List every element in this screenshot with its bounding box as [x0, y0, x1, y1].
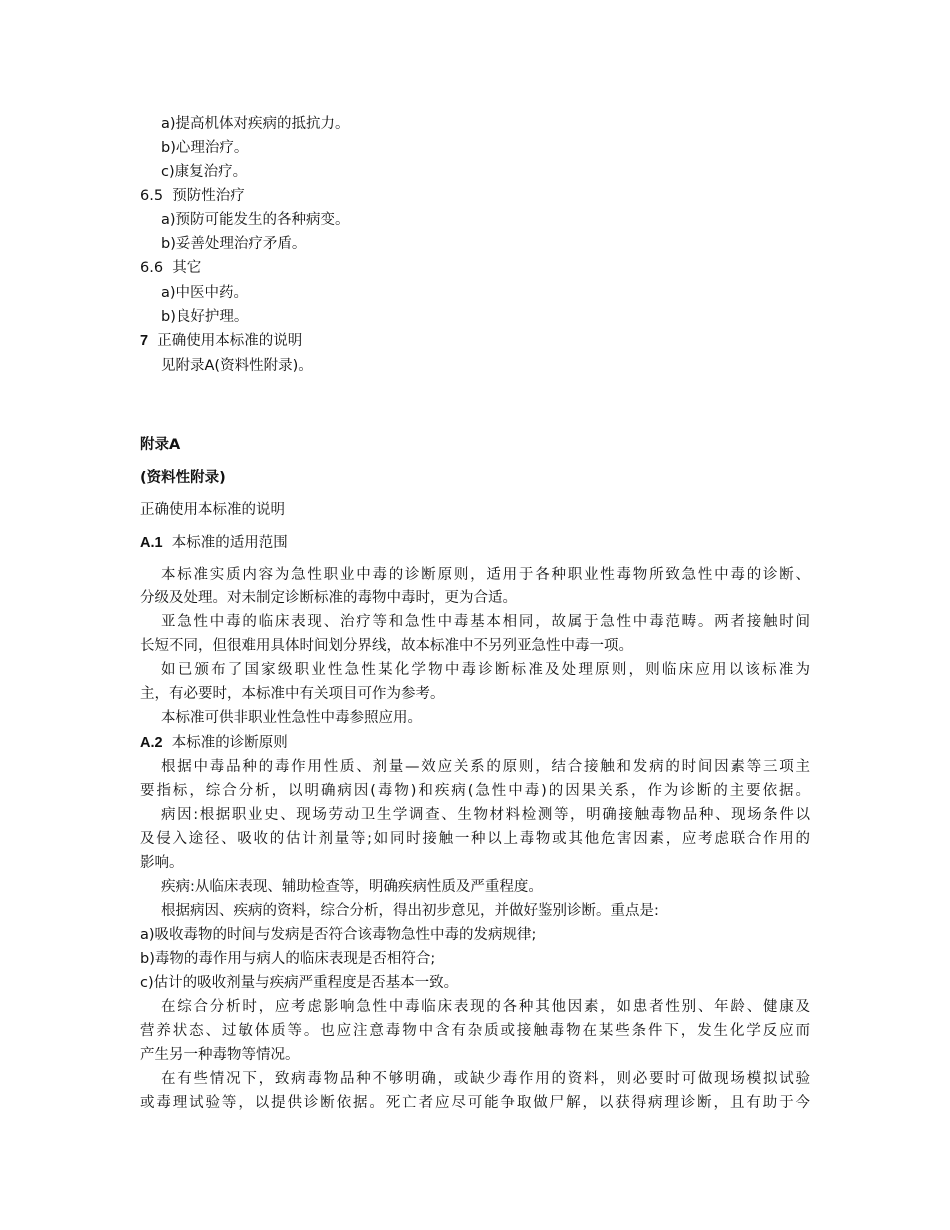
list-item: b)心理治疗。 [161, 140, 249, 156]
appendix-title: 附录A [140, 437, 181, 453]
section-title: 本标准的适用范围 [171, 535, 288, 551]
list-item: a)预防可能发生的各种病变。 [161, 212, 350, 228]
list-item: c)康复治疗。 [161, 164, 248, 180]
section-title: 本标准的诊断原则 [171, 735, 288, 751]
section-number: A.1 [140, 535, 163, 551]
section-number: 6.5 [140, 188, 164, 204]
paragraph-line: 亚急性中毒的临床表现、治疗等和急性中毒基本相同，故属于急性中毒范畴。两者接触时间 [161, 614, 810, 630]
paragraph-line: 及侵入途径、吸收的估计剂量等;如同时接触一种以上毒物或其他危害因素，应考虑联合作用的 [140, 831, 810, 847]
paragraph-line: a)吸收毒物的时间与发病是否符合该毒物急性中毒的发病规律; [140, 927, 537, 943]
paragraph-line: 本标准可供非职业性急性中毒参照应用。 [161, 710, 422, 726]
paragraph-line: 疾病:从临床表现、辅助检查等，明确疾病性质及严重程度。 [161, 879, 543, 895]
paragraph-line: 根据中毒品种的毒作用性质、剂量—效应关系的原则，结合接触和发病的时间因素等三项主 [161, 759, 810, 775]
paragraph-line: 影响。 [140, 855, 184, 871]
paragraph-line: 如已颁布了国家级职业性急性某化学物中毒诊断标准及处理原则，则临床应用以该标准为 [161, 662, 810, 678]
paragraph-line: 本标准实质内容为急性职业中毒的诊断原则，适用于各种职业性毒物所致急性中毒的诊断、 [161, 567, 810, 583]
list-item: b)妥善处理治疗矛盾。 [161, 236, 307, 252]
paragraph-line: 根据病因、疾病的资料，综合分析，得出初步意见，并做好鉴别诊断。重点是: [161, 903, 659, 919]
appendix-subtitle: (资料性附录) [140, 470, 226, 486]
section-number: A.2 [140, 735, 163, 751]
paragraph-line: 产生另一种毒物等情况。 [140, 1047, 300, 1063]
appendix-heading: 正确使用本标准的说明 [140, 502, 285, 518]
paragraph-line: 分级及处理。对未制定诊断标准的毒物中毒时，更为合适。 [140, 590, 517, 606]
list-item: a)提高机体对疾病的抵抗力。 [161, 116, 350, 132]
paragraph-line: 在有些情况下，致病毒物品种不够明确，或缺少毒作用的资料，则必要时可做现场模拟试验 [161, 1071, 810, 1087]
section-heading-6-5 [140, 187, 245, 205]
section-number: 7 [140, 333, 149, 349]
paragraph-line: 或毒理试验等，以提供诊断依据。死亡者应尽可能争取做尸解，以获得病理诊断，且有助于今 [140, 1095, 810, 1111]
list-item: b)良好护理。 [161, 309, 249, 325]
paragraph-line: 营养状态、过敏体质等。也应注意毒物中含有杂质或接触毒物在某些条件下，发生化学反应而 [140, 1023, 810, 1039]
paragraph-line: 要指标，综合分析，以明确病因(毒物)和疾病(急性中毒)的因果关系，作为诊断的主要依据。 [140, 783, 810, 799]
section-heading-a1 [140, 534, 288, 552]
list-item: a)中医中药。 [161, 285, 249, 301]
section-title: 正确使用本标准的说明 [157, 333, 303, 349]
paragraph-line: 长短不同，但很难用具体时间划分界线，故本标准中不另列亚急性中毒一项。 [140, 638, 633, 654]
section-number: 6.6 [140, 260, 164, 276]
section-heading-6-6 [140, 259, 201, 277]
paragraph-line: 病因:根据职业史、现场劳动卫生学调查、生物材料检测等，明确接触毒物品种、现场条件以 [161, 807, 810, 823]
paragraph-line: c)估计的吸收剂量与疾病严重程度是否基本一致。 [140, 975, 459, 991]
paragraph-line: 主，有必要时，本标准中有关项目可作为参考。 [140, 686, 445, 702]
section-heading-a2 [140, 734, 288, 752]
paragraph-line: b)毒物的毒作用与病人的临床表现是否相符合; [140, 951, 436, 967]
section-title: 其它 [172, 260, 202, 276]
section-title: 预防性治疗 [172, 188, 245, 204]
paragraph-line: 见附录A(资料性附录)。 [161, 358, 313, 374]
section-heading-7 [140, 332, 302, 350]
paragraph-line: 在综合分析时，应考虑影响急性中毒临床表现的各种其他因素，如患者性别、年龄、健康及 [161, 999, 810, 1015]
